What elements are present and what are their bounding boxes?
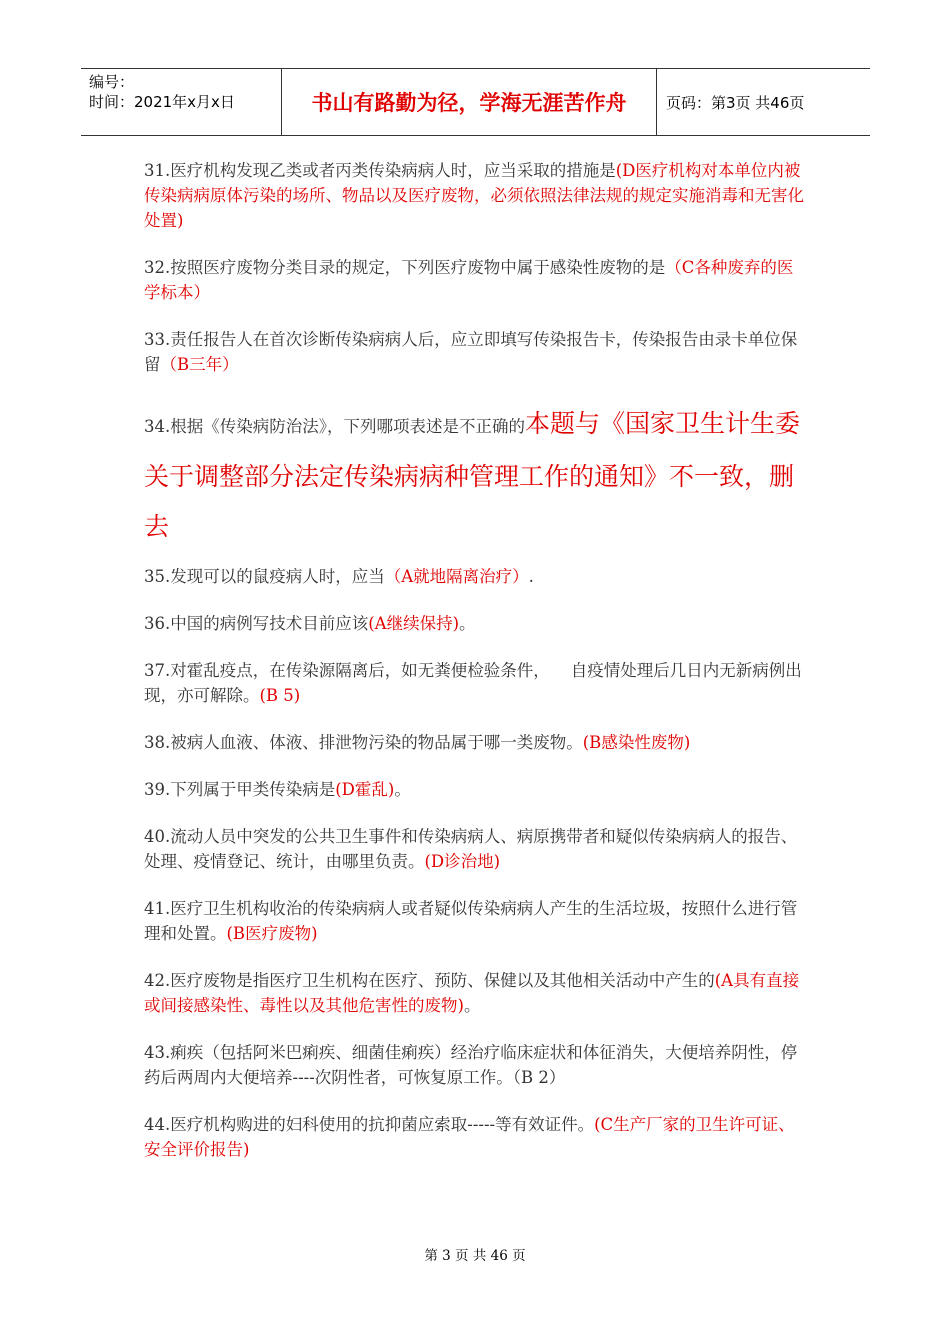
question-suffix: . xyxy=(528,567,534,586)
question-item xyxy=(144,255,804,305)
question-suffix: 。 xyxy=(459,614,476,633)
answer-text: （C各种废弃的医学标本） xyxy=(144,258,794,302)
header-meta xyxy=(81,69,282,135)
answer-text: 本题与《国家卫生计生委关于调整部分法定传染病病种管理工作的通知》不一致，删去 xyxy=(144,409,801,541)
header-number-label: 编号： xyxy=(89,73,135,91)
question-item xyxy=(144,1040,804,1090)
page-footer: 第 3 页 共 46 页 xyxy=(424,1248,526,1264)
question-item xyxy=(144,658,804,708)
document-header xyxy=(81,68,870,136)
question-text: 35.发现可以的鼠疫病人时，应当 xyxy=(144,567,385,586)
question-text: 36.中国的病例写技术目前应该 xyxy=(144,614,369,633)
answer-text: (D霍乱) xyxy=(335,780,395,799)
question-item xyxy=(144,611,804,636)
header-date-label: 时间：2021年x月x日 xyxy=(89,93,235,111)
answer-text: (D医疗机构对本单位内被传染病病原体污染的场所、物品以及医疗废物，必须依照法律法规的规定实施消毒和无害化处置) xyxy=(144,161,804,230)
question-text: 43.痢疾（包括阿米巴痢疾、细菌佳痢疾）经治疗临床症状和体征消失，大便培养阴性，停药后两周内大便培养----次阴性者，可恢复原工作。（B 2） xyxy=(144,1043,798,1087)
question-text: 41.医疗卫生机构收治的传染病病人或者疑似传染病病人产生的生活垃圾，按照什么进行管理和处置。 xyxy=(144,899,798,943)
question-item xyxy=(144,777,804,802)
header-page-code: 页码：第3页 共46页 xyxy=(666,93,805,112)
question-item xyxy=(144,896,804,946)
question-text: 38.被病人血液、体液、排泄物污染的物品属于哪一类废物。 xyxy=(144,733,583,752)
question-suffix: 。 xyxy=(394,780,411,799)
question-text: 33.责任报告人在首次诊断传染病病人后，应立即填写传染报告卡，传染报告由录卡单位保留 xyxy=(144,330,798,374)
answer-text: （B三年） xyxy=(160,355,239,374)
answer-text: (C生产厂家的卫生许可证、安全评价报告) xyxy=(144,1115,795,1159)
header-motto: 书山有路勤为径，学海无涯苦作舟 xyxy=(282,69,657,135)
question-text: 37.对霍乱疫点，在传染源隔离后，如无粪便检验条件， 自疫情处理后几日内无新病例出现，亦可解除。 xyxy=(144,661,802,705)
question-item xyxy=(144,399,804,552)
question-item xyxy=(144,158,804,233)
answer-text: (D诊治地) xyxy=(424,852,501,871)
question-text: 44.医疗机构购进的妇科使用的抗抑菌应索取-----等有效证件。 xyxy=(144,1115,595,1134)
question-item xyxy=(144,564,804,589)
answer-text: (A具有直接或间接感染性、毒性以及其他危害性的废物) xyxy=(144,971,800,1015)
question-item xyxy=(144,968,804,1018)
question-text: 32.按照医疗废物分类目录的规定，下列医疗废物中属于感染性废物的是 xyxy=(144,258,666,277)
question-text: 39.下列属于甲类传染病是 xyxy=(144,780,336,799)
answer-text: (B 5) xyxy=(259,686,301,705)
question-text: 42.医疗废物是指医疗卫生机构在医疗、预防、保健以及其他相关活动中产生的 xyxy=(144,971,715,990)
question-list xyxy=(144,158,804,1184)
question-text: 31.医疗机构发现乙类或者丙类传染病病人时，应当采取的措施是 xyxy=(144,161,616,180)
answer-text: （A就地隔离治疗） xyxy=(384,567,529,586)
question-item xyxy=(144,730,804,755)
question-item xyxy=(144,327,804,377)
question-suffix: 。 xyxy=(463,996,481,1015)
question-item xyxy=(144,1112,804,1162)
question-text: 34.根据《传染病防治法》，下列哪项表述是不正确的 xyxy=(144,417,525,436)
question-item xyxy=(144,824,804,874)
answer-text: (A继续保持) xyxy=(368,614,460,633)
question-text: 40.流动人员中突发的公共卫生事件和传染病病人、病原携带者和疑似传染病病人的报告、处理、疫情登记、统计，由哪里负责。 xyxy=(144,827,798,871)
answer-text: (B感染性废物) xyxy=(582,733,691,752)
answer-text: (B医疗废物) xyxy=(226,924,318,943)
